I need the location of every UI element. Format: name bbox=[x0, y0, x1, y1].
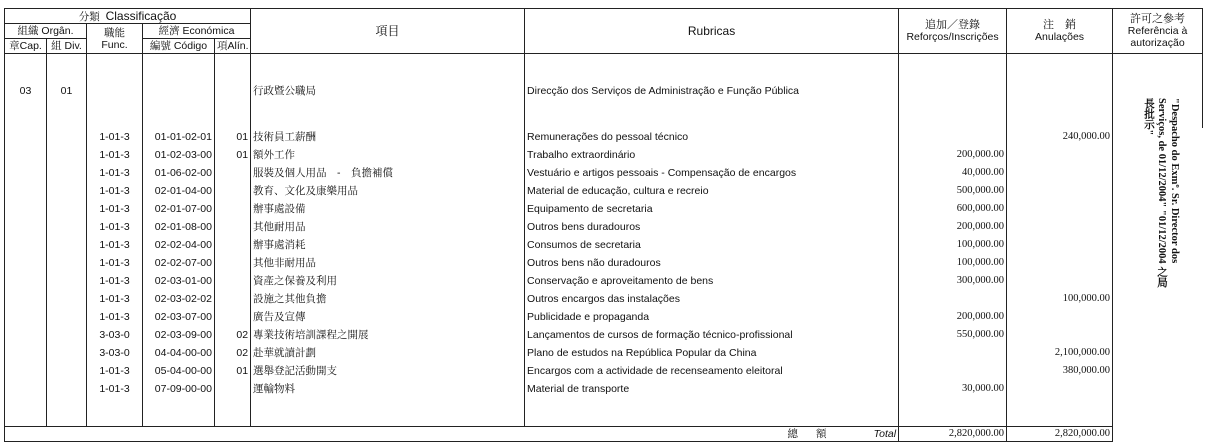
organ-header bbox=[5, 24, 87, 39]
div-header bbox=[47, 39, 87, 54]
row-rubrica: Outros bens não duradouros bbox=[525, 254, 899, 272]
budget-table bbox=[4, 8, 1203, 442]
empty-cap bbox=[5, 236, 47, 254]
code-zh: 編號 bbox=[149, 40, 171, 52]
row-code: 04-04-00-00 bbox=[143, 344, 215, 362]
row-item-zh: 資產之保養及利用 bbox=[251, 272, 525, 290]
empty-cap bbox=[5, 344, 47, 362]
row-alin: 02 bbox=[215, 344, 251, 362]
row-reforco bbox=[899, 362, 1007, 380]
empty-div bbox=[47, 218, 87, 236]
reforcos-header bbox=[899, 9, 1007, 54]
row-code: 02-02-04-00 bbox=[143, 236, 215, 254]
row-anulacao bbox=[1007, 326, 1113, 344]
chapter-row bbox=[5, 82, 1203, 100]
spacer-row bbox=[5, 54, 1203, 83]
row-anulacao bbox=[1007, 164, 1113, 182]
row-func: 1-01-3 bbox=[87, 380, 143, 398]
row-func: 1-01-3 bbox=[87, 272, 143, 290]
item-zh-header: 項目 bbox=[251, 9, 525, 54]
chap-header bbox=[5, 39, 47, 54]
table-row bbox=[5, 182, 1203, 200]
row-func: 1-01-3 bbox=[87, 164, 143, 182]
row-anulacao bbox=[1007, 200, 1113, 218]
row-item-zh: 設施之其他負擔 bbox=[251, 290, 525, 308]
func-header bbox=[87, 24, 143, 54]
table-row bbox=[5, 200, 1203, 218]
row-item-zh: 服裝及個人用品 - 負擔補償 bbox=[251, 164, 525, 182]
row-func: 1-01-3 bbox=[87, 254, 143, 272]
empty-div bbox=[47, 146, 87, 164]
row-func: 1-01-3 bbox=[87, 146, 143, 164]
div-zh: 組 bbox=[51, 40, 62, 52]
row-item-zh: 赴華就讀計劃 bbox=[251, 344, 525, 362]
row-func: 1-01-3 bbox=[87, 128, 143, 146]
empty-div bbox=[47, 308, 87, 326]
reference-header bbox=[1113, 9, 1203, 54]
total-label-pt: Total bbox=[873, 428, 897, 440]
row-rubrica: Encargos com a actividade de recenseamento eleitoral bbox=[525, 362, 899, 380]
empty-div bbox=[47, 344, 87, 362]
chapter-cap: 03 bbox=[5, 82, 47, 100]
func-zh: 職能 bbox=[104, 26, 125, 39]
row-alin bbox=[215, 308, 251, 326]
reforcos-pt: Reforços/Inscrições bbox=[906, 31, 999, 43]
row-reforco bbox=[899, 344, 1007, 362]
row-code: 02-03-02-02 bbox=[143, 290, 215, 308]
empty-div bbox=[47, 236, 87, 254]
row-item-zh: 教育、文化及康樂用品 bbox=[251, 182, 525, 200]
reference-cell bbox=[1113, 54, 1203, 288]
row-rubrica: Outros encargos das instalações bbox=[525, 290, 899, 308]
row-alin bbox=[215, 200, 251, 218]
row-func: 3-03-0 bbox=[87, 326, 143, 344]
row-anulacao: 240,000.00 bbox=[1007, 128, 1113, 146]
row-code: 02-02-07-00 bbox=[143, 254, 215, 272]
row-rubrica: Remunerações do pessoal técnico bbox=[525, 128, 899, 146]
row-code: 01-06-02-00 bbox=[143, 164, 215, 182]
empty-cap bbox=[5, 362, 47, 380]
row-alin bbox=[215, 254, 251, 272]
row-reforco bbox=[899, 290, 1007, 308]
row-alin: 02 bbox=[215, 326, 251, 344]
row-rubrica: Conservação e aproveitamento de bens bbox=[525, 272, 899, 290]
row-rubrica: Trabalho extraordinário bbox=[525, 146, 899, 164]
empty-div bbox=[47, 164, 87, 182]
row-anulacao bbox=[1007, 218, 1113, 236]
row-code: 07-09-00-00 bbox=[143, 380, 215, 398]
chapter-item-zh: 行政暨公職局 bbox=[251, 82, 525, 100]
row-anulacao bbox=[1007, 308, 1113, 326]
row-code: 02-03-07-00 bbox=[143, 308, 215, 326]
ref-pt1: Referência à bbox=[1127, 25, 1188, 37]
empty-cap bbox=[5, 200, 47, 218]
row-reforco: 200,000.00 bbox=[899, 146, 1007, 164]
row-code: 02-01-08-00 bbox=[143, 218, 215, 236]
total-row bbox=[5, 427, 1203, 442]
row-anulacao bbox=[1007, 182, 1113, 200]
economic-zh: 經濟 bbox=[158, 25, 180, 37]
row-rubrica: Outros bens duradouros bbox=[525, 218, 899, 236]
row-code: 02-01-07-00 bbox=[143, 200, 215, 218]
code-pt: Código bbox=[173, 40, 208, 52]
row-reforco: 200,000.00 bbox=[899, 218, 1007, 236]
row-code: 05-04-00-00 bbox=[143, 362, 215, 380]
chap-pt: Cap. bbox=[19, 40, 42, 52]
row-func: 1-01-3 bbox=[87, 308, 143, 326]
economic-pt: Económica bbox=[182, 25, 235, 37]
classification-header bbox=[5, 9, 251, 24]
total-label bbox=[525, 427, 899, 442]
row-anulacao: 2,100,000.00 bbox=[1007, 344, 1113, 362]
table-row bbox=[5, 164, 1203, 182]
div-pt: Div. bbox=[64, 40, 82, 52]
empty-cap bbox=[5, 182, 47, 200]
row-func: 1-01-3 bbox=[87, 362, 143, 380]
row-item-zh: 技術員工薪酬 bbox=[251, 128, 525, 146]
row-alin bbox=[215, 164, 251, 182]
row-alin bbox=[215, 218, 251, 236]
empty-div bbox=[47, 272, 87, 290]
row-code: 02-01-04-00 bbox=[143, 182, 215, 200]
organ-zh: 組織 bbox=[17, 25, 39, 37]
row-rubrica: Consumos de secretaria bbox=[525, 236, 899, 254]
table-row bbox=[5, 326, 1203, 344]
row-item-zh: 運輸物料 bbox=[251, 380, 525, 398]
row-anulacao bbox=[1007, 380, 1113, 398]
row-alin: 01 bbox=[215, 128, 251, 146]
empty-cap bbox=[5, 146, 47, 164]
empty-div bbox=[47, 254, 87, 272]
row-rubrica: Equipamento de secretaria bbox=[525, 200, 899, 218]
row-code: 02-03-01-00 bbox=[143, 272, 215, 290]
table-row bbox=[5, 362, 1203, 380]
classification-pt: Classificação bbox=[105, 8, 177, 23]
empty-div bbox=[47, 362, 87, 380]
empty-div bbox=[47, 200, 87, 218]
empty-div bbox=[47, 380, 87, 398]
row-reforco: 200,000.00 bbox=[899, 308, 1007, 326]
row-reforco bbox=[899, 128, 1007, 146]
anulacoes-pt: Anulações bbox=[1035, 31, 1085, 43]
empty-cap bbox=[5, 326, 47, 344]
row-alin bbox=[215, 380, 251, 398]
row-reforco: 30,000.00 bbox=[899, 380, 1007, 398]
row-rubrica: Lançamentos de cursos de formação técnico-profissional bbox=[525, 326, 899, 344]
ref-zh: 許可之參考 bbox=[1130, 13, 1186, 25]
chapter-div: 01 bbox=[47, 82, 87, 100]
empty-div bbox=[47, 128, 87, 146]
row-alin: 01 bbox=[215, 146, 251, 164]
row-anulacao bbox=[1007, 236, 1113, 254]
row-item-zh: 選舉登記活動開支 bbox=[251, 362, 525, 380]
anulacoes-header bbox=[1007, 9, 1113, 54]
row-item-zh: 其他非耐用品 bbox=[251, 254, 525, 272]
economic-header bbox=[143, 24, 251, 39]
row-alin: 01 bbox=[215, 362, 251, 380]
total-anulacao: 2,820,000.00 bbox=[1007, 427, 1113, 442]
table-row bbox=[5, 236, 1203, 254]
func-pt: Func. bbox=[101, 38, 128, 51]
reforcos-zh: 追加／登錄 bbox=[925, 19, 981, 31]
spacer-row-2 bbox=[5, 100, 1203, 128]
classification-zh: 分類 bbox=[78, 10, 100, 23]
row-func: 3-03-0 bbox=[87, 344, 143, 362]
header-row-1 bbox=[5, 9, 1203, 24]
row-rubrica: Publicidade e propaganda bbox=[525, 308, 899, 326]
row-reforco: 100,000.00 bbox=[899, 236, 1007, 254]
code-header bbox=[143, 39, 215, 54]
empty-div bbox=[47, 182, 87, 200]
row-code: 02-03-09-00 bbox=[143, 326, 215, 344]
table-row bbox=[5, 254, 1203, 272]
row-item-zh: 廣告及宣傳 bbox=[251, 308, 525, 326]
alin-pt: Alín. bbox=[227, 40, 249, 52]
row-reforco: 300,000.00 bbox=[899, 272, 1007, 290]
row-alin bbox=[215, 290, 251, 308]
row-rubrica: Material de transporte bbox=[525, 380, 899, 398]
empty-div bbox=[47, 290, 87, 308]
row-func: 1-01-3 bbox=[87, 290, 143, 308]
row-func: 1-01-3 bbox=[87, 236, 143, 254]
row-reforco: 40,000.00 bbox=[899, 164, 1007, 182]
reference-text: "Despacho do Exmº. Sr. Director dos Serviços, de 01/12/2004" "01/12/2004 之局長批示" bbox=[1143, 98, 1181, 288]
table-row bbox=[5, 308, 1203, 326]
row-item-zh: 其他耐用品 bbox=[251, 218, 525, 236]
chap-zh: 章 bbox=[9, 40, 20, 52]
empty-cap bbox=[5, 128, 47, 146]
rubricas-header: Rubricas bbox=[525, 9, 899, 54]
row-func: 1-01-3 bbox=[87, 200, 143, 218]
row-alin bbox=[215, 182, 251, 200]
anulacoes-zh: 注 銷 bbox=[1043, 19, 1077, 31]
row-reforco: 550,000.00 bbox=[899, 326, 1007, 344]
table-row bbox=[5, 380, 1203, 398]
row-anulacao: 100,000.00 bbox=[1007, 290, 1113, 308]
row-rubrica: Material de educação, cultura e recreio bbox=[525, 182, 899, 200]
table-row bbox=[5, 272, 1203, 290]
row-anulacao: 380,000.00 bbox=[1007, 362, 1113, 380]
empty-cap bbox=[5, 272, 47, 290]
row-item-zh: 辦事處設備 bbox=[251, 200, 525, 218]
empty-cap bbox=[5, 218, 47, 236]
ref-pt2: autorização bbox=[1130, 37, 1185, 49]
row-code: 01-01-02-01 bbox=[143, 128, 215, 146]
alin-zh: 項 bbox=[217, 40, 228, 52]
row-rubrica: Plano de estudos na República Popular da China bbox=[525, 344, 899, 362]
empty-cap bbox=[5, 290, 47, 308]
empty-cap bbox=[5, 254, 47, 272]
empty-cap bbox=[5, 380, 47, 398]
organ-pt: Orgân. bbox=[41, 25, 74, 37]
row-func: 1-01-3 bbox=[87, 218, 143, 236]
table-row bbox=[5, 344, 1203, 362]
row-anulacao bbox=[1007, 146, 1113, 164]
row-item-zh: 專業技術培訓課程之開展 bbox=[251, 326, 525, 344]
row-reforco: 600,000.00 bbox=[899, 200, 1007, 218]
row-alin bbox=[215, 272, 251, 290]
row-item-zh: 額外工作 bbox=[251, 146, 525, 164]
row-reforco: 100,000.00 bbox=[899, 254, 1007, 272]
row-code: 01-02-03-00 bbox=[143, 146, 215, 164]
row-anulacao bbox=[1007, 272, 1113, 290]
row-rubrica: Vestuário e artigos pessoais - Compensação de encargos bbox=[525, 164, 899, 182]
alin-header bbox=[215, 39, 251, 54]
table-row bbox=[5, 128, 1203, 146]
table-row bbox=[5, 146, 1203, 164]
total-reforco: 2,820,000.00 bbox=[899, 427, 1007, 442]
table-row bbox=[5, 290, 1203, 308]
table-row bbox=[5, 218, 1203, 236]
row-func: 1-01-3 bbox=[87, 182, 143, 200]
chapter-rubrica: Direcção dos Serviços de Administração e Função Pública bbox=[525, 82, 899, 100]
spacer-row-3 bbox=[5, 398, 1203, 427]
empty-div bbox=[47, 326, 87, 344]
row-alin bbox=[215, 236, 251, 254]
total-label-zh: 總額 bbox=[787, 428, 845, 440]
empty-cap bbox=[5, 164, 47, 182]
row-item-zh: 辦事處消耗 bbox=[251, 236, 525, 254]
row-reforco: 500,000.00 bbox=[899, 182, 1007, 200]
row-anulacao bbox=[1007, 254, 1113, 272]
empty-cap bbox=[5, 308, 47, 326]
